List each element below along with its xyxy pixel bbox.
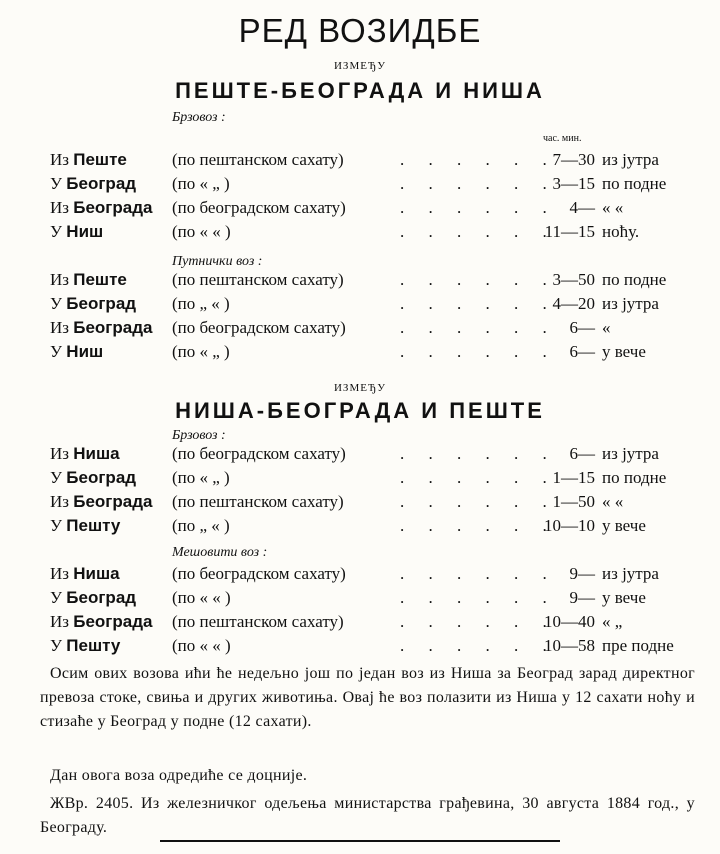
leader-dots: . . . . . . (400, 198, 557, 217)
clock-note: (по „ « ) (172, 516, 230, 535)
timetable-row (0, 612, 720, 636)
direction-word: У (50, 588, 63, 607)
time-of-day: « „ (602, 612, 623, 631)
leader-dots: . . . . . . (400, 564, 557, 583)
station-name: Београд (66, 588, 137, 607)
note-date: Дан овога воза одредиће се доцније. (50, 767, 308, 784)
departure-time: 4—20 (552, 294, 595, 313)
timetable-row (0, 342, 720, 366)
time-of-day: « « (602, 198, 624, 217)
station-name: Београд (66, 468, 137, 487)
direction-cell (50, 342, 103, 362)
direction-cell (50, 468, 136, 488)
direction-word: У (50, 468, 63, 487)
departure-time: 11—15 (544, 222, 595, 241)
direction-cell (50, 444, 120, 464)
timetable-row (0, 222, 720, 246)
leader-dots: . . . . . . (400, 444, 557, 463)
station-name: Ниш (66, 222, 104, 241)
leader-dots: . . . . . . (400, 612, 557, 631)
station-name: Пеште (73, 150, 127, 169)
departure-time: 10—40 (544, 612, 595, 631)
station-name: Ниш (66, 342, 104, 361)
direction-cell (50, 588, 136, 608)
station-name: Ниша (73, 444, 120, 463)
direction-cell (50, 294, 136, 314)
clock-note: (по пештанском сахату) (172, 150, 344, 169)
route-heading-1: ПЕШТЕ-БЕОГРАДА И НИША (175, 78, 545, 103)
timetable-row (0, 444, 720, 468)
direction-cell (50, 516, 120, 536)
leader-dots: . . . . . . (400, 588, 557, 607)
station-name: Ниша (73, 564, 120, 583)
leader-dots: . . . . . . (400, 492, 557, 511)
clock-note: (по « „ ) (172, 342, 230, 361)
direction-word: Из (50, 444, 69, 463)
time-of-day: по подне (602, 270, 667, 289)
clock-note: (по « « ) (172, 588, 231, 607)
time-of-day: ноћу. (602, 222, 640, 241)
leader-dots: . . . . . . (400, 468, 557, 487)
direction-word: Из (50, 612, 69, 631)
direction-word: У (50, 222, 63, 241)
station-name: Београда (73, 612, 153, 631)
clock-note: (по « « ) (172, 636, 231, 655)
departure-time: 9— (569, 588, 595, 607)
direction-word: Из (50, 564, 69, 583)
leader-dots: . . . . . . (400, 270, 557, 289)
timetable-row (0, 492, 720, 516)
departure-time: 6— (569, 444, 595, 463)
timetable-row (0, 468, 720, 492)
note-paragraph: Осим ових возова ићи ће недељно још по један воз из Ниша за Београд зарад директног превоза стоке, свиња и других животиња. Овај ће воз полазити из Ниша у 12 сахати ноћу и стизаће у Београд у подне (12 сахати). (40, 665, 695, 730)
timetable-row (0, 174, 720, 198)
departure-time: 1—15 (552, 468, 595, 487)
time-of-day: « (602, 318, 611, 337)
leader-dots: . . . . . . (400, 150, 557, 169)
route-heading-2: НИША-БЕОГРАДА И ПЕШТЕ (175, 398, 545, 423)
direction-word: Из (50, 150, 69, 169)
direction-word: Из (50, 198, 69, 217)
departure-time: 6— (569, 318, 595, 337)
clock-note: (по « „ ) (172, 174, 230, 193)
direction-word: У (50, 342, 63, 361)
station-name: Пешту (66, 636, 121, 655)
timetable-row (0, 564, 720, 588)
direction-cell (50, 150, 127, 170)
direction-word: У (50, 174, 63, 193)
divider-rule (160, 840, 560, 842)
clock-note: (по пештанском сахату) (172, 612, 344, 631)
time-of-day: из јутра (602, 564, 659, 583)
direction-word: У (50, 636, 63, 655)
direction-cell (50, 318, 152, 338)
mixed-label: Мешовити воз : (172, 545, 268, 560)
departure-time: 3—15 (552, 174, 595, 193)
page-title: РЕД ВОЗИДБЕ (238, 12, 482, 49)
time-of-day: из јутра (602, 150, 659, 169)
clock-note: (по београдском сахату) (172, 198, 346, 217)
clock-note: (по „ « ) (172, 294, 230, 313)
direction-cell (50, 636, 120, 656)
timetable-row (0, 636, 720, 660)
direction-word: Из (50, 492, 69, 511)
departure-time: 7—30 (552, 150, 595, 169)
leader-dots: . . . . . . (400, 516, 557, 535)
time-of-day: из јутра (602, 294, 659, 313)
direction-cell (50, 612, 152, 632)
time-of-day: у вече (602, 588, 646, 607)
timetable-row (0, 318, 720, 342)
time-of-day: по подне (602, 468, 667, 487)
leader-dots: . . . . . . (400, 294, 557, 313)
leader-dots: . . . . . . (400, 222, 557, 241)
clock-note: (по пештанском сахату) (172, 492, 344, 511)
station-name: Београда (73, 318, 153, 337)
station-name: Пешту (66, 516, 121, 535)
time-of-day: по подне (602, 174, 667, 193)
leader-dots: . . . . . . (400, 342, 557, 361)
timetable-row (0, 150, 720, 174)
express-label-2: Брзовоз : (172, 428, 226, 443)
departure-time: 3—50 (552, 270, 595, 289)
clock-note: (по « „ ) (172, 468, 230, 487)
note-reference: ЖВр. 2405. Из железничког одељења министарства грађевина, 30 августа 1884 год., у Београду. (40, 795, 695, 836)
direction-cell (50, 270, 127, 290)
timetable-row (0, 516, 720, 540)
station-name: Београда (73, 492, 153, 511)
time-of-day: пре подне (602, 636, 674, 655)
between-label-1: ИЗМЕЂУ (333, 60, 386, 72)
clock-note: (по београдском сахату) (172, 564, 346, 583)
clock-note: (по « « ) (172, 222, 231, 241)
column-header: час. мин. (543, 133, 582, 144)
departure-time: 10—10 (544, 516, 595, 535)
timetable-row (0, 198, 720, 222)
time-of-day: у вече (602, 342, 646, 361)
direction-cell (50, 492, 152, 512)
station-name: Пеште (73, 270, 127, 289)
direction-word: Из (50, 318, 69, 337)
timetable-row (0, 270, 720, 294)
clock-note: (по београдском сахату) (172, 444, 346, 463)
timetable-row (0, 294, 720, 318)
departure-time: 10—58 (544, 636, 595, 655)
leader-dots: . . . . . . (400, 174, 557, 193)
departure-time: 1—50 (552, 492, 595, 511)
express-label-1: Брзовоз : (172, 110, 226, 125)
clock-note: (по београдском сахату) (172, 318, 346, 337)
departure-time: 4— (569, 198, 595, 217)
station-name: Београд (66, 294, 137, 313)
direction-word: Из (50, 270, 69, 289)
leader-dots: . . . . . . (400, 636, 557, 655)
time-of-day: из јутра (602, 444, 659, 463)
clock-note: (по пештанском сахату) (172, 270, 344, 289)
direction-cell (50, 174, 136, 194)
leader-dots: . . . . . . (400, 318, 557, 337)
station-name: Београда (73, 198, 153, 217)
direction-cell (50, 564, 120, 584)
departure-time: 9— (569, 564, 595, 583)
direction-word: У (50, 294, 63, 313)
between-label-2: ИЗМЕЂУ (333, 382, 386, 394)
station-name: Београд (66, 174, 137, 193)
time-of-day: у вече (602, 516, 646, 535)
departure-time: 6— (569, 342, 595, 361)
time-of-day: « « (602, 492, 624, 511)
passenger-label: Путнички воз : (172, 254, 263, 269)
direction-word: У (50, 516, 63, 535)
direction-cell (50, 198, 152, 218)
direction-cell (50, 222, 103, 242)
timetable-row (0, 588, 720, 612)
